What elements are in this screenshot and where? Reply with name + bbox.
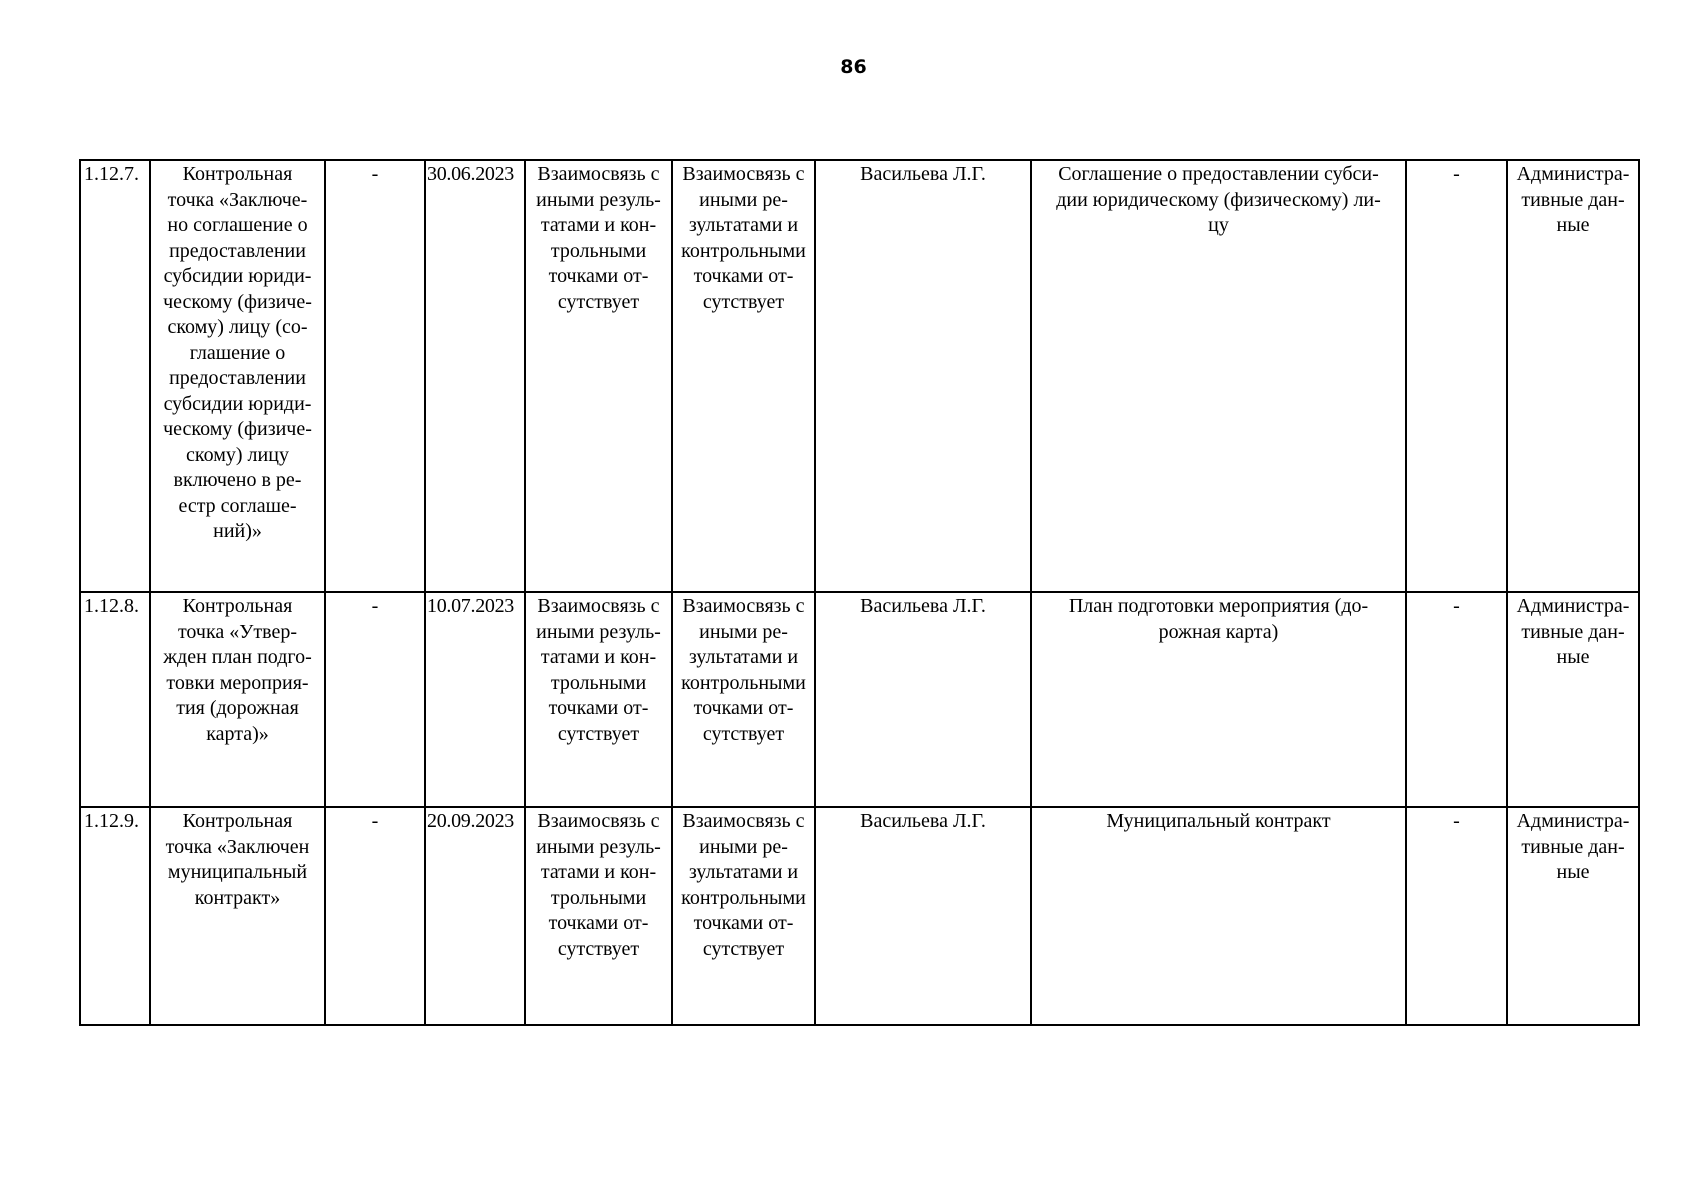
relation-results-2: Взаимосвязь с иными ре- зультатами и контрольными точками от- сутствует [672, 807, 815, 1025]
table-row [80, 592, 1639, 807]
responsible-person: Васильева Л.Г. [815, 160, 1031, 592]
responsible-person: Васильева Л.Г. [815, 592, 1031, 807]
deadline-date: 30.06.2023 [425, 160, 525, 592]
relation-results: Взаимосвязь с иными резуль- татами и кон- трольными точками от- сутствует [525, 592, 672, 807]
dash-cell-2: - [1406, 807, 1507, 1025]
data-source: Администра- тивные дан- ные [1507, 592, 1639, 807]
row-number: 1.12.8. [80, 592, 150, 807]
table-row [80, 807, 1639, 1025]
dash-cell-2: - [1406, 160, 1507, 592]
dash-cell-2: - [1406, 592, 1507, 807]
relation-results: Взаимосвязь с иными резуль- татами и кон- трольными точками от- сутствует [525, 807, 672, 1025]
document-type: План подготовки мероприятия (до- рожная карта) [1031, 592, 1406, 807]
dash-cell: - [325, 807, 425, 1025]
relation-results: Взаимосвязь с иными резуль- татами и кон- трольными точками от- сутствует [525, 160, 672, 592]
page-number: 86 [840, 56, 867, 78]
row-number: 1.12.9. [80, 807, 150, 1025]
document-type: Муниципальный контракт [1031, 807, 1406, 1025]
dash-cell: - [325, 160, 425, 592]
relation-results-2: Взаимосвязь с иными ре- зультатами и контрольными точками от- сутствует [672, 160, 815, 592]
control-points-table [79, 159, 1640, 1026]
deadline-date: 20.09.2023 [425, 807, 525, 1025]
document-type: Соглашение о предоставлении субси- дии юридическому (физическому) ли- цу [1031, 160, 1406, 592]
control-point-name: Контрольная точка «Заключе- но соглашение о предоставлении субсидии юриди- ческому (физиче- скому) лицу (со- глашение о предоставлении субсидии юриди- ческому (физиче- скому) лицу включено в ре- естр соглаше- ний)» [150, 160, 325, 592]
table-row [80, 160, 1639, 592]
data-source: Администра- тивные дан- ные [1507, 807, 1639, 1025]
relation-results-2: Взаимосвязь с иными ре- зультатами и контрольными точками от- сутствует [672, 592, 815, 807]
responsible-person: Васильева Л.Г. [815, 807, 1031, 1025]
control-point-name: Контрольная точка «Заключен муниципальный контракт» [150, 807, 325, 1025]
control-point-name: Контрольная точка «Утвер- жден план подго- товки мероприя- тия (дорожная карта)» [150, 592, 325, 807]
row-number: 1.12.7. [80, 160, 150, 592]
data-source: Администра- тивные дан- ные [1507, 160, 1639, 592]
deadline-date: 10.07.2023 [425, 592, 525, 807]
dash-cell: - [325, 592, 425, 807]
